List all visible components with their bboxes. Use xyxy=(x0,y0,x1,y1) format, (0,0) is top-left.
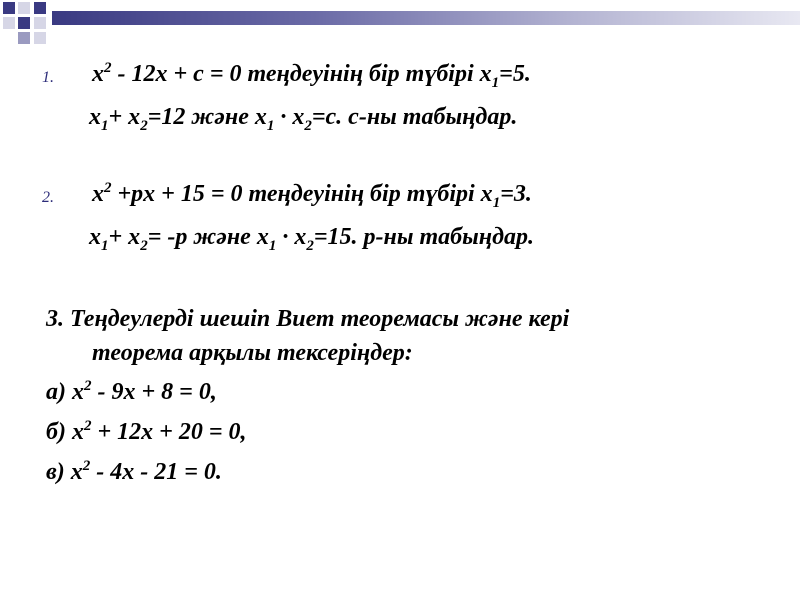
list-number: 2. xyxy=(42,189,54,206)
square-shape xyxy=(3,17,15,29)
equation-a: а) $x^2 - 9x + 8 = 0$, xyxy=(46,378,217,405)
square-shape xyxy=(18,2,30,14)
problem-1-line-2: $x_1+ x_2=12$ және $x_1 \cdot x_2=c$. c-ны табыңдар. xyxy=(89,104,518,134)
decorative-squares xyxy=(0,0,60,50)
problem-3-heading: 3. Теңдеулерді шешіп Виет теоремасы және кері xyxy=(46,306,570,332)
square-shape xyxy=(34,2,46,14)
problem-2-line-2: $x_1+ x_2= -p$ және $x_1 \cdot x_2=15$. p-ны табыңдар. xyxy=(89,224,535,254)
problem-1-line-1: $x^2 - 12x + c = 0$ теңдеуінің бір түбірі $x_1=5$. xyxy=(92,60,531,91)
equation-c: в) $x^2 - 4x - 21 = 0$. xyxy=(46,458,222,485)
square-shape xyxy=(3,2,15,14)
square-shape xyxy=(18,17,30,29)
square-shape xyxy=(34,32,46,44)
square-shape xyxy=(18,32,30,44)
title-gradient-bar xyxy=(52,11,800,25)
list-number: 1. xyxy=(42,69,54,86)
problem-3-heading-continued: теорема арқылы тексеріңдер: xyxy=(92,340,413,366)
equation-b: б) $x^2 + 12x + 20 = 0$, xyxy=(46,418,247,445)
problem-2-line-1: $x^2 +px + 15 = 0$ теңдеуінің бір түбірі $x_1=3$. xyxy=(92,180,532,211)
square-shape xyxy=(34,17,46,29)
